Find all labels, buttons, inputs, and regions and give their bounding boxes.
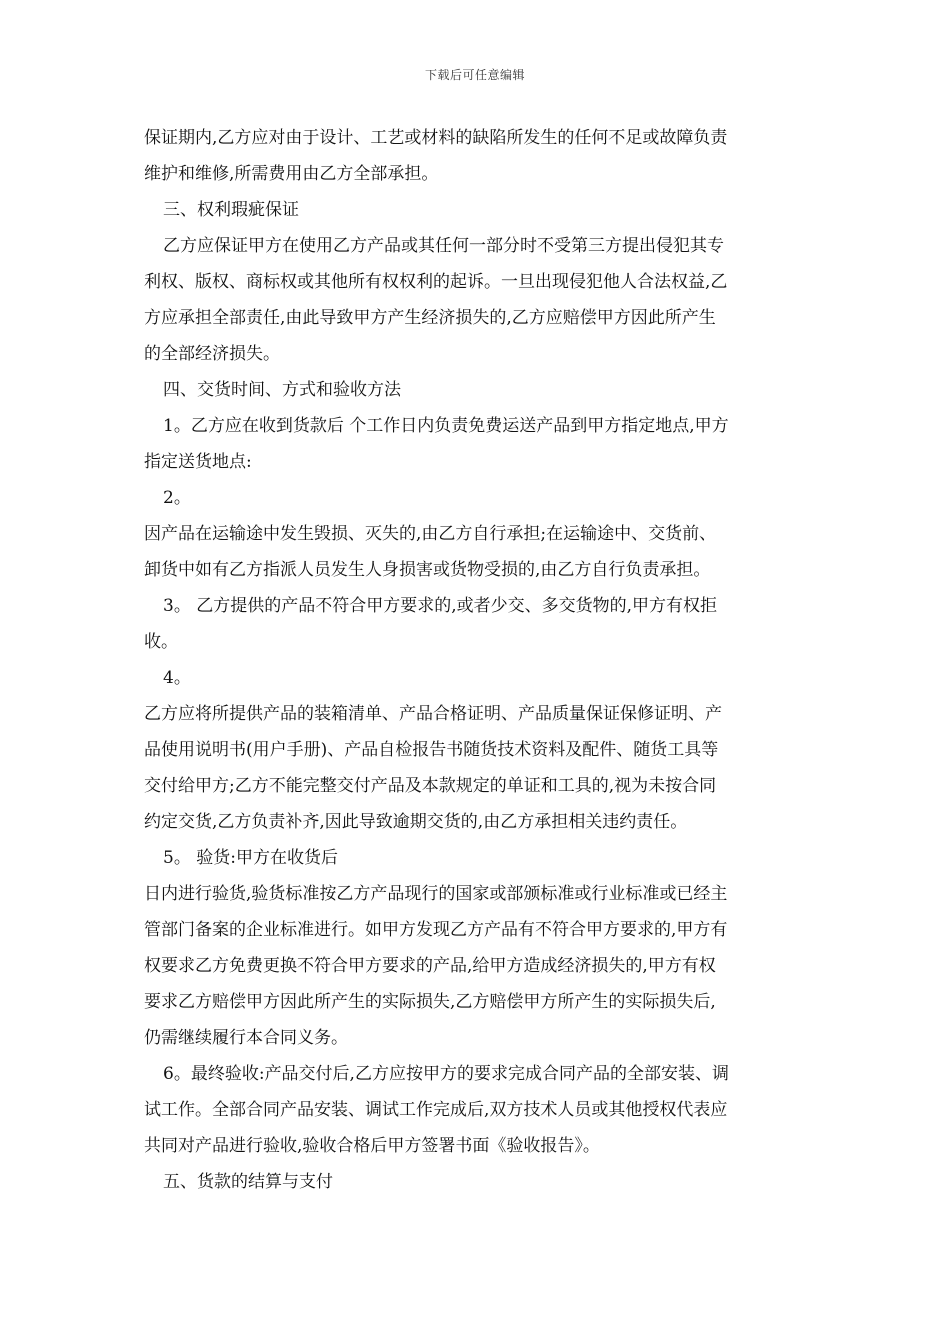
text-line: 五、货款的结算与支付	[163, 1172, 333, 1192]
text-line: 指定送货地点:	[144, 452, 252, 472]
text-line: 方应承担全部责任,由此导致甲方产生经济损失的,乙方应赔偿甲方因此所产生	[144, 308, 716, 328]
text-line: 3。 乙方提供的产品不符合甲方要求的,或者少交、多交货物的,甲方有权拒	[163, 596, 718, 616]
text-line: 维护和维修,所需费用由乙方全部承担。	[144, 164, 439, 184]
text-line: 交付给甲方;乙方不能完整交付产品及本款规定的单证和工具的,视为未按合同	[144, 776, 717, 796]
text-line: 要求乙方赔偿甲方因此所产生的实际损失,乙方赔偿甲方所产生的实际损失后,	[144, 992, 716, 1012]
text-line: 乙方应保证甲方在使用乙方产品或其任何一部分时不受第三方提出侵犯其专	[163, 236, 724, 256]
text-line: 2。	[163, 488, 191, 508]
text-line: 品使用说明书(用户手册)、产品自检报告书随货技术资料及配件、随货工具等	[144, 740, 719, 760]
text-line: 1。乙方应在收到货款后 个工作日内负责免费运送产品到甲方指定地点,甲方	[163, 416, 729, 436]
text-line: 6。最终验收:产品交付后,乙方应按甲方的要求完成合同产品的全部安装、调	[163, 1064, 729, 1084]
text-line: 共同对产品进行验收,验收合格后甲方签署书面《验收报告》。	[144, 1136, 600, 1156]
text-line: 5。 验货:甲方在收货后	[163, 848, 338, 868]
text-line: 乙方应将所提供产品的装箱清单、产品合格证明、产品质量保证保修证明、产	[144, 704, 722, 724]
text-line: 仍需继续履行本合同义务。	[144, 1028, 348, 1048]
text-line: 保证期内,乙方应对由于设计、工艺或材料的缺陷所发生的任何不足或故障负责	[144, 128, 728, 148]
text-line: 日内进行验货,验货标准按乙方产品现行的国家或部颁标准或行业标准或已经主	[144, 884, 728, 904]
text-line: 约定交货,乙方负责补齐,因此导致逾期交货的,由乙方承担相关违约责任。	[144, 812, 688, 832]
text-line: 权要求乙方免费更换不符合甲方要求的产品,给甲方造成经济损失的,甲方有权	[144, 956, 716, 976]
text-line: 因产品在运输途中发生毁损、灭失的,由乙方自行承担;在运输途中、交货前、	[144, 524, 717, 544]
text-line: 管部门备案的企业标准进行。如甲方发现乙方产品有不符合甲方要求的,甲方有	[144, 920, 728, 940]
text-line: 收。	[144, 632, 178, 652]
text-line: 4。	[163, 668, 191, 688]
text-line: 四、交货时间、方式和验收方法	[163, 380, 401, 400]
document-body	[144, 120, 812, 1200]
text-line: 试工作。全部合同产品安装、调试工作完成后,双方技术人员或其他授权代表应	[144, 1100, 728, 1120]
text-line: 的全部经济损失。	[144, 344, 280, 364]
text-line: 卸货中如有乙方指派人员发生人身损害或货物受损的,由乙方自行负责承担。	[144, 560, 711, 580]
text-line: 利权、版权、商标权或其他所有权权利的起诉。一旦出现侵犯他人合法权益,乙	[144, 272, 728, 292]
page-header: 下载后可任意编辑	[424, 68, 525, 82]
text-line: 三、权利瑕疵保证	[163, 200, 299, 220]
